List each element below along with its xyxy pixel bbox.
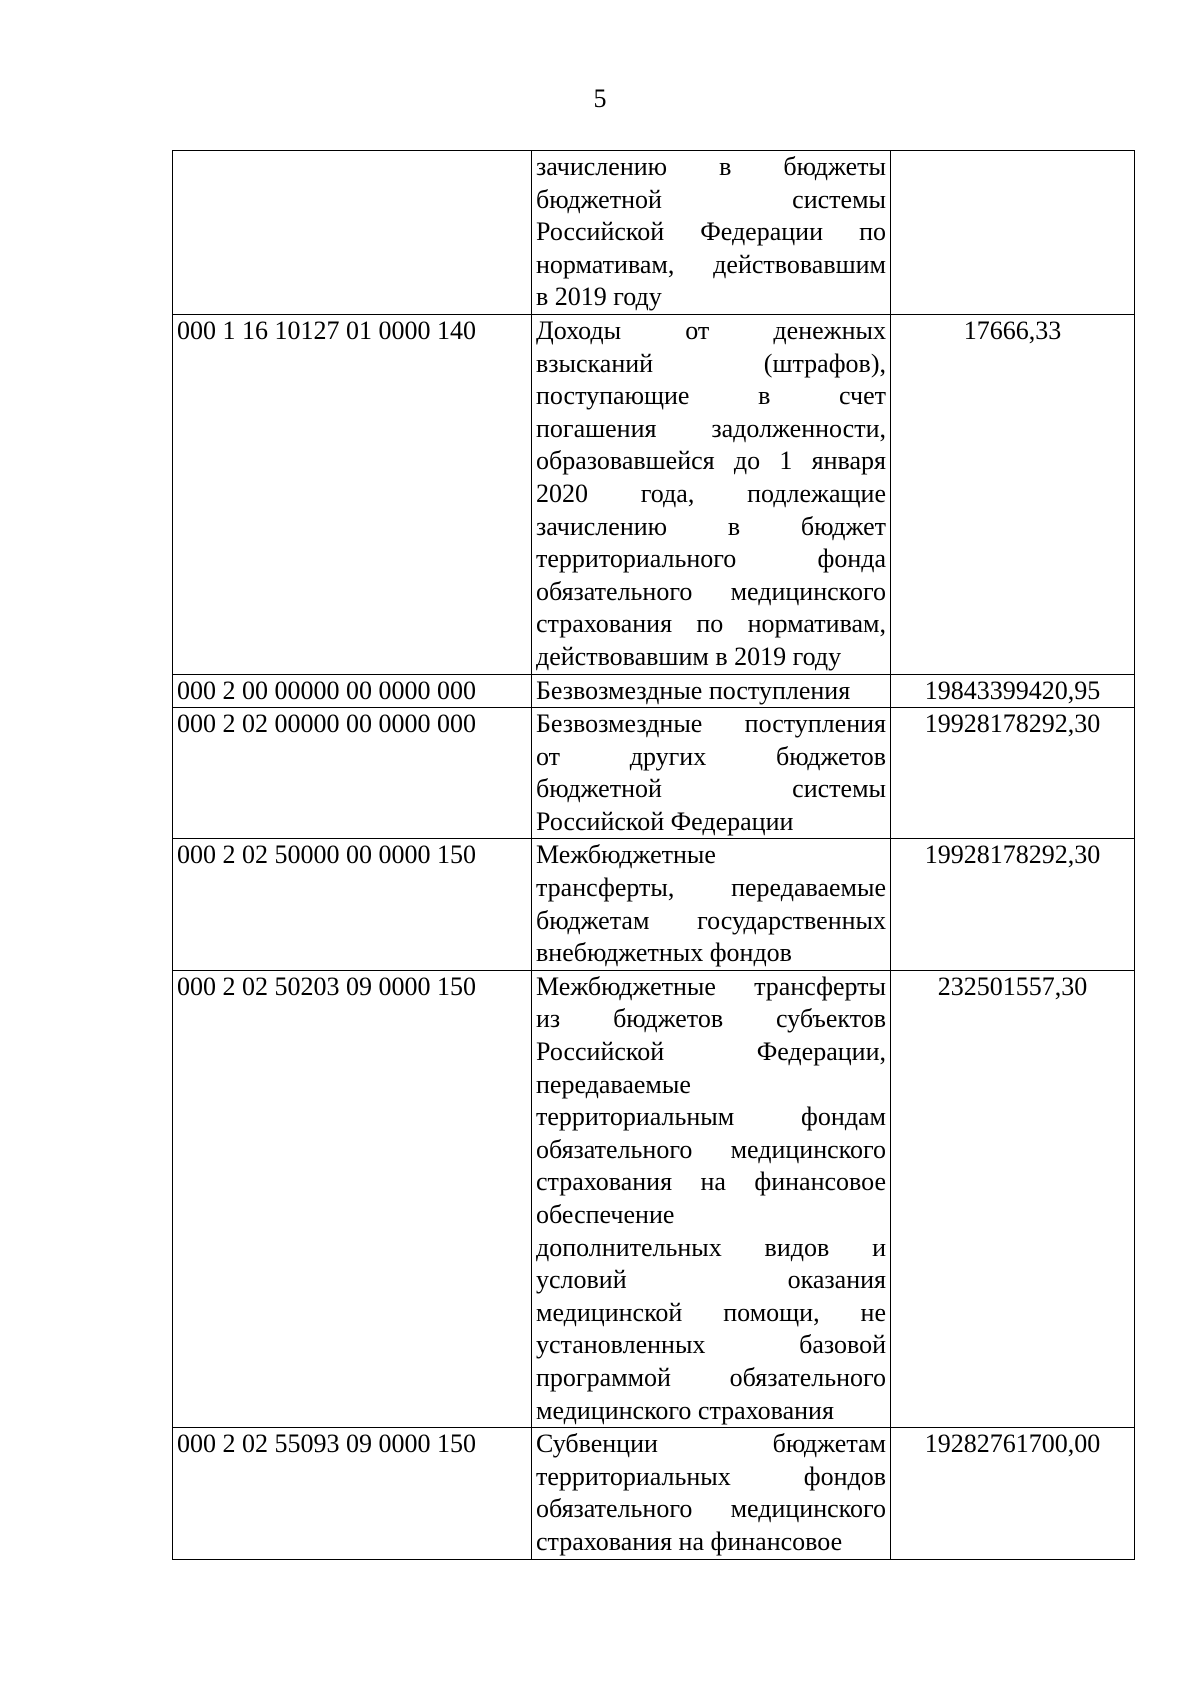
income-name-cell	[532, 970, 891, 1427]
budget-code-cell: 000 1 16 10127 01 0000 140	[173, 314, 532, 674]
income-name-cell	[532, 314, 891, 674]
income-name-line: зачислению в бюджет	[536, 511, 886, 541]
income-name-line: зачислению в бюджеты	[536, 152, 886, 181]
income-name-line: обязательного медицинского	[536, 576, 886, 606]
income-name-line: взысканий (штрафов),	[536, 348, 886, 378]
income-name-line: территориальным фондам	[536, 1102, 886, 1132]
income-name-line: Безвозмездные поступления	[536, 709, 886, 739]
income-name-line: медицинского страхования	[536, 1395, 834, 1425]
income-name-line: установленных базовой	[536, 1330, 886, 1360]
income-name-line: Межбюджетные	[536, 840, 716, 870]
amount-cell: 19843399420,95	[891, 674, 1135, 708]
amount-cell: 19928178292,30	[891, 839, 1135, 970]
amount-cell: 19928178292,30	[891, 708, 1135, 839]
table-row	[173, 151, 1135, 315]
income-name-cell	[532, 1428, 891, 1559]
income-name-line: медицинской помощи, не	[536, 1297, 886, 1327]
budget-code-cell: 000 2 02 50203 09 0000 150	[173, 970, 532, 1427]
table-row	[173, 314, 1135, 674]
income-name-line: страхования на финансовое	[536, 1167, 886, 1197]
income-name-line: обеспечение	[536, 1200, 675, 1229]
income-name-line: территориальных фондов	[536, 1461, 886, 1491]
budget-code-cell: 000 2 00 00000 00 0000 000	[173, 674, 532, 708]
income-name-cell	[532, 674, 891, 708]
income-name-line: трансферты, передаваемые	[536, 873, 886, 903]
income-name-line: в 2019 году	[536, 282, 662, 312]
table-row	[173, 708, 1135, 839]
income-name-line: из бюджетов субъектов	[536, 1004, 886, 1034]
income-name-line: нормативам, действовавшим	[536, 249, 886, 279]
income-name-cell	[532, 839, 891, 970]
budget-code-cell	[173, 151, 532, 315]
budget-code-cell: 000 2 02 00000 00 0000 000	[173, 708, 532, 839]
income-name-line: поступающие в счет	[536, 381, 886, 411]
income-name-line: страхования по нормативам,	[536, 609, 886, 639]
income-name-line: внебюджетных фондов	[536, 938, 792, 968]
income-name-line: бюджетной системы	[536, 184, 886, 214]
income-name-line: образовавшейся до 1 января	[536, 446, 886, 476]
income-name-line: бюджетной системы	[536, 774, 886, 804]
budget-code-cell: 000 2 02 50000 00 0000 150	[173, 839, 532, 970]
income-name-line: от других бюджетов	[536, 741, 886, 771]
income-name-line: условий оказания	[536, 1265, 886, 1295]
income-name-line: обязательного медицинского	[536, 1494, 886, 1524]
income-name-line: территориального фонда	[536, 544, 886, 574]
table-row	[173, 1428, 1135, 1559]
income-name-line: передаваемые	[536, 1069, 691, 1099]
income-name-line: страхования на финансовое	[536, 1526, 843, 1556]
income-name-line: обязательного медицинского	[536, 1134, 886, 1164]
income-name-line: дополнительных видов и	[536, 1232, 886, 1262]
income-name-line: действовавшим в 2019 году	[536, 641, 842, 671]
income-name-line: Межбюджетные трансферты	[536, 971, 886, 1001]
income-name-line: Российской Федерации,	[536, 1037, 886, 1067]
income-name-line: 2020 года, подлежащие	[536, 478, 886, 508]
table-body	[173, 151, 1135, 1560]
amount-cell	[891, 151, 1135, 315]
income-name-cell	[532, 151, 891, 315]
amount-cell: 232501557,30	[891, 970, 1135, 1427]
page-number: 5	[593, 84, 607, 113]
table-row	[173, 839, 1135, 970]
budget-revenue-table	[172, 150, 1135, 1560]
income-name-line: погашения задолженности,	[536, 413, 886, 443]
income-name-line: Доходы от денежных	[536, 315, 886, 345]
income-name-line: бюджетам государственных	[536, 905, 886, 935]
income-name-line: программой обязательного	[536, 1362, 886, 1392]
budget-code-cell: 000 2 02 55093 09 0000 150	[173, 1428, 532, 1559]
table-row	[173, 970, 1135, 1427]
income-name-line: Российской Федерации	[536, 806, 794, 836]
income-name-line: Безвозмездные поступления	[536, 675, 851, 705]
income-name-cell	[532, 708, 891, 839]
income-name-line: Субвенции бюджетам	[536, 1429, 886, 1459]
amount-cell: 19282761700,00	[891, 1428, 1135, 1559]
table-row	[173, 674, 1135, 708]
income-name-line: Российской Федерации по	[536, 217, 886, 247]
amount-cell: 17666,33	[891, 314, 1135, 674]
